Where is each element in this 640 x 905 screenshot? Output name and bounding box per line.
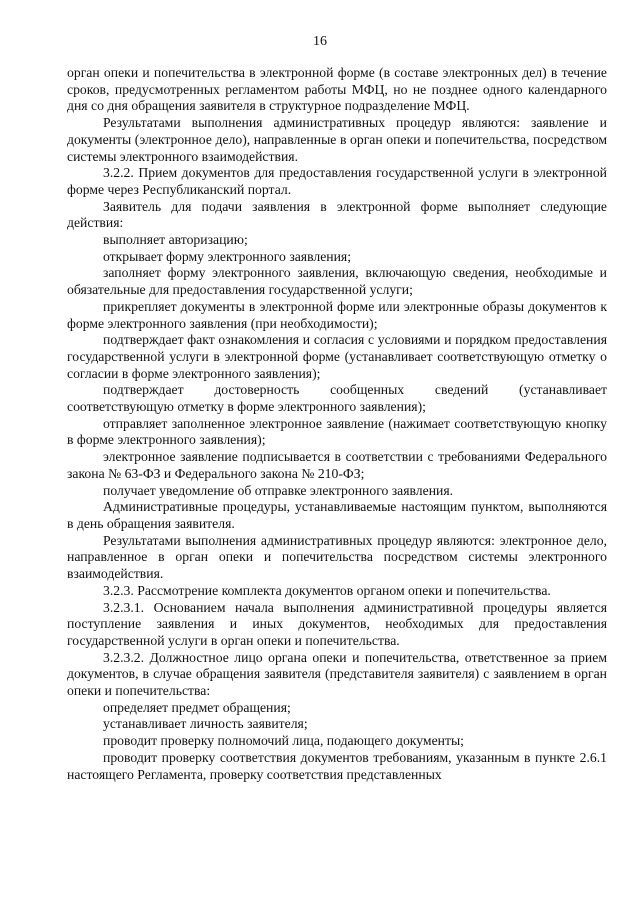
paragraph: 3.2.3. Рассмотрение комплекта документов органом опеки и попечительства. xyxy=(103,582,551,598)
paragraph: 3.2.3.2. Должностное лицо органа опеки и попечительства, ответственное за прием документов, в случае обращения заявителя (представителя заявителя) с заявлением в орган опеки и попечительства: xyxy=(67,649,607,699)
paragraph: проводит проверку соответствия документов требованиям, указанным в пункте 2.6.1 настоящего Регламента, проверку соответствия представленных xyxy=(67,749,607,782)
paragraph: орган опеки и попечительства в электронной форме (в составе электронных дел) в течение сроков, предусмотренных регламентом работы МФЦ, но не позднее одного календарного дня со дня обращения заявителя в структурное подразделение МФЦ. xyxy=(67,65,607,114)
paragraph: подтверждает факт ознакомления и согласия с условиями и порядком предоставления государственной услуги в электронной форме (устанавливает соответствующую отметку о согласии в форме электронного заявления); xyxy=(67,332,607,381)
page-number: 16 xyxy=(313,34,327,49)
paragraph: получает уведомление об отправке электронного заявления. xyxy=(103,482,454,498)
paragraph: Результатами выполнения административных процедур являются: заявление и документы (электронное дело), направленные в орган опеки и попечительства, посредством системы электронного взаимодействия. xyxy=(67,115,607,164)
paragraph: отправляет заполненное электронное заявление (нажимает соответствующую кнопку в форме электронного заявления); xyxy=(67,415,607,448)
paragraph: 3.2.2. Прием документов для предоставления государственной услуги в электронной форме через Республиканский портал. xyxy=(67,165,607,197)
paragraph: 3.2.3.1. Основанием начала выполнения административной процедуры является поступление заявления и иных документов, необходимых для предоставления государственной услуги в орган опеки и попечительства. xyxy=(67,599,607,648)
paragraph: электронное заявление подписывается в соответствии с требованиями Федерального закона № 63-ФЗ и Федерального закона № 210-ФЗ; xyxy=(67,449,607,481)
paragraph: открывает форму электронного заявления; xyxy=(103,248,352,264)
paragraph: Заявитель для подачи заявления в электронной форме выполняет следующие действия: xyxy=(67,198,607,231)
paragraph: устанавливает личность заявителя; xyxy=(103,716,308,732)
paragraph: определяет предмет обращения; xyxy=(103,699,291,715)
document-body xyxy=(67,65,607,783)
paragraph: проводит проверку полномочий лица, подающего документы; xyxy=(103,733,464,749)
paragraph: выполняет авторизацию; xyxy=(103,232,248,248)
paragraph: подтверждает достоверность сообщенных сведений (устанавливает соответствующую отметку в форме электронного заявления); xyxy=(67,382,607,415)
paragraph: прикрепляет документы в электронной форме или электронные образы документов к форме электронного заявления (при необходимости); xyxy=(67,298,607,331)
paragraph: Результатами выполнения административных процедур являются: электронное дело, направленное в орган опеки и попечительства посредством системы электронного взаимодействия. xyxy=(67,532,607,582)
paragraph: заполняет форму электронного заявления, включающую сведения, необходимые и обязательные для предоставления государственной услуги; xyxy=(67,265,607,298)
paragraph: Административные процедуры, устанавливаемые настоящим пунктом, выполняются в день обращения заявителя. xyxy=(67,499,607,531)
